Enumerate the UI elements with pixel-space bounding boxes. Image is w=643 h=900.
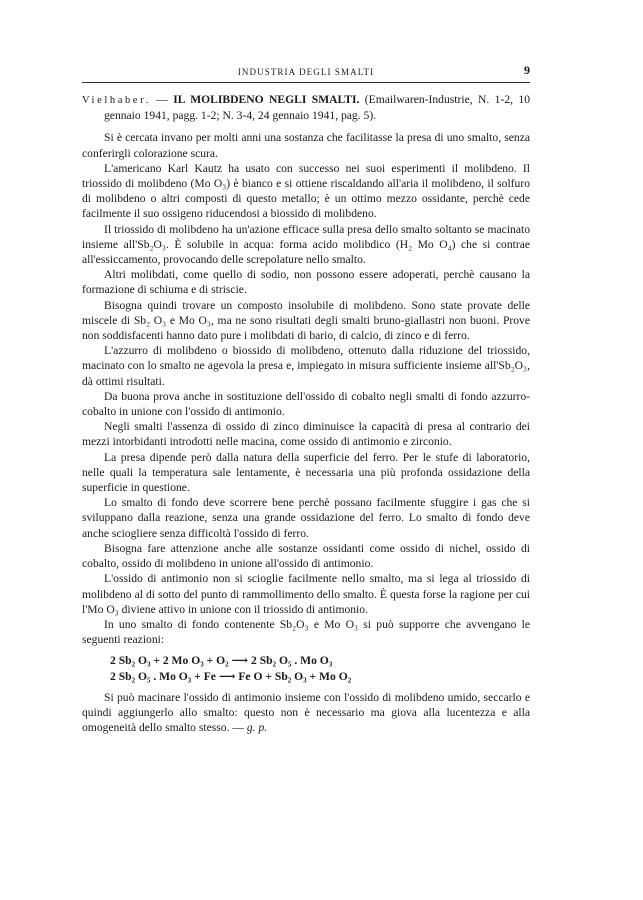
article-citation xyxy=(82,92,530,123)
running-header xyxy=(82,63,530,79)
reaction-equations xyxy=(110,653,530,683)
paragraph: Negli smalti l'assenza di ossido di zinco diminuisce la capacità di presa al contrario dei mezzi intorbidanti introdotti nelle macina, come ossido di antimonio e zirconio. xyxy=(82,420,530,449)
paragraph: L'americano Karl Kautz ha usato con successo nei suoi esperimenti il molibdeno. Il triossido di molibdeno (Mo O₃) è bianco e si ottiene riscaldando all'aria il molibdeno, il solfuro di molibdeno o altri composti di questo metallo; è un ottimo mezzo ossidante, perchè cede facilmente il suo ossigeno riducendosi a biossido di molibdeno. xyxy=(82,161,530,221)
header-rule xyxy=(82,82,530,83)
signature: g. p. xyxy=(246,721,268,735)
running-title: INDUSTRIA DEGLI SMALTI xyxy=(237,67,375,77)
paragraph: Altri molibdati, come quello di sodio, non possono essere adoperati, perchè causano la formazione di schiuma e di striscie. xyxy=(82,268,530,297)
paragraph: La presa dipende però dalla natura della superficie del ferro. Per le stufe di laboratorio, nelle quali la temperatura sale lentamente, è necessaria una più profonda ossidazione della superficie in questione. xyxy=(82,450,530,495)
paragraph: Bisogna fare attenzione anche alle sostanze ossidanti come ossido di nichel, ossido di cobalto, ossido di molibdeno in unione all'ossido di antimonio. xyxy=(82,541,530,571)
article-body xyxy=(82,92,530,735)
paragraph: Si è cercata invano per molti anni una sostanza che facilitasse la presa di uno smalto, senza conferirgli colorazione scura. xyxy=(82,131,530,160)
closing-text: Si può macinare l'ossido di antimonio insieme con l'ossido di molibdeno umido, seccarlo e quindi aggiungerlo allo smalto: questo non è necessario ma giova alla lucentezza e alla omogeneità dello smalto stesso. — xyxy=(82,690,530,735)
article-author: Vielhaber. xyxy=(82,95,151,106)
paragraph: Il triossido di molibdeno ha un'azione efficace sulla presa dello smalto soltanto se macinato insieme all'Sb₂O₃. È solubile in acqua: forma acido molibdico (H₂ Mo O₄) che si contrae all'essiccamento, provocando delle screpolature nello smalto. xyxy=(82,222,530,267)
paragraph: Lo smalto di fondo deve scorrere bene perchè possano facilmente sfuggire i gas che si sviluppano dalla reazione, senza una grande ossidazione del ferro. Lo smalto di fondo deve anche sciogliere senza difficoltà l'ossido di ferro. xyxy=(82,496,530,540)
paragraph: L'azzurro di molibdeno o biossido di molibdeno, ottenuto dalla riduzione del triossido, macinato con lo smalto ne agevola la presa e, impiegato in misura sufficiente insieme all'Sb₂O₃, dà ottimi risultati. xyxy=(82,344,530,388)
article-title: IL MOLIBDENO NEGLI SMALTI. xyxy=(173,93,360,106)
paragraph: In uno smalto di fondo contenente Sb₂O₃ e Mo O₃ si può supporre che avvengano le seguenti reazioni: xyxy=(82,617,530,647)
page-number: 9 xyxy=(524,63,530,77)
paragraph: Da buona prova anche in sostituzione dell'ossido di cobalto negli smalti di fondo azzurro-cobalto in unione con l'ossido di antimonio. xyxy=(82,389,530,419)
citation-separator: — xyxy=(150,93,174,106)
closing-paragraph xyxy=(82,690,530,736)
reaction-equation: 2 Sb₂ O₅ . Mo O₃ + Fe ⟶ Fe O + Sb₂ O₃ + Mo O₂ xyxy=(110,669,352,683)
paragraph: Bisogna quindi trovare un composto insolubile di molibdeno. Sono state provate delle miscele di Sb₂ O₃ e Mo O₃, ma ne sono risultati degli smalti bruno-giallastri non buoni. Prove non soddisfacenti hanno dato pure i molibdati di bario, di calcio, di zinco e di ferro. xyxy=(82,298,530,343)
paragraph: L'ossido di antimonio non si scioglie facilmente nello smalto, ma si lega al triossido di molibdeno al di sotto del punto di rammollimento dello smalto. È questa forse la ragione per cui l'Mo O₃ diviene attivo in unione con il triossido di antimonio. xyxy=(82,572,530,616)
reaction-equation: 2 Sb₂ O₃ + 2 Mo O₃ + O₂ ⟶ 2 Sb₂ O₅ . Mo O₃ xyxy=(110,654,333,668)
article-source: (Emailwaren-Industrie, N. 1-2, 10 gennaio 1941, pagg. 1-2; N. 3-4, 24 gennaio 1941, pag. 5). xyxy=(104,93,531,123)
